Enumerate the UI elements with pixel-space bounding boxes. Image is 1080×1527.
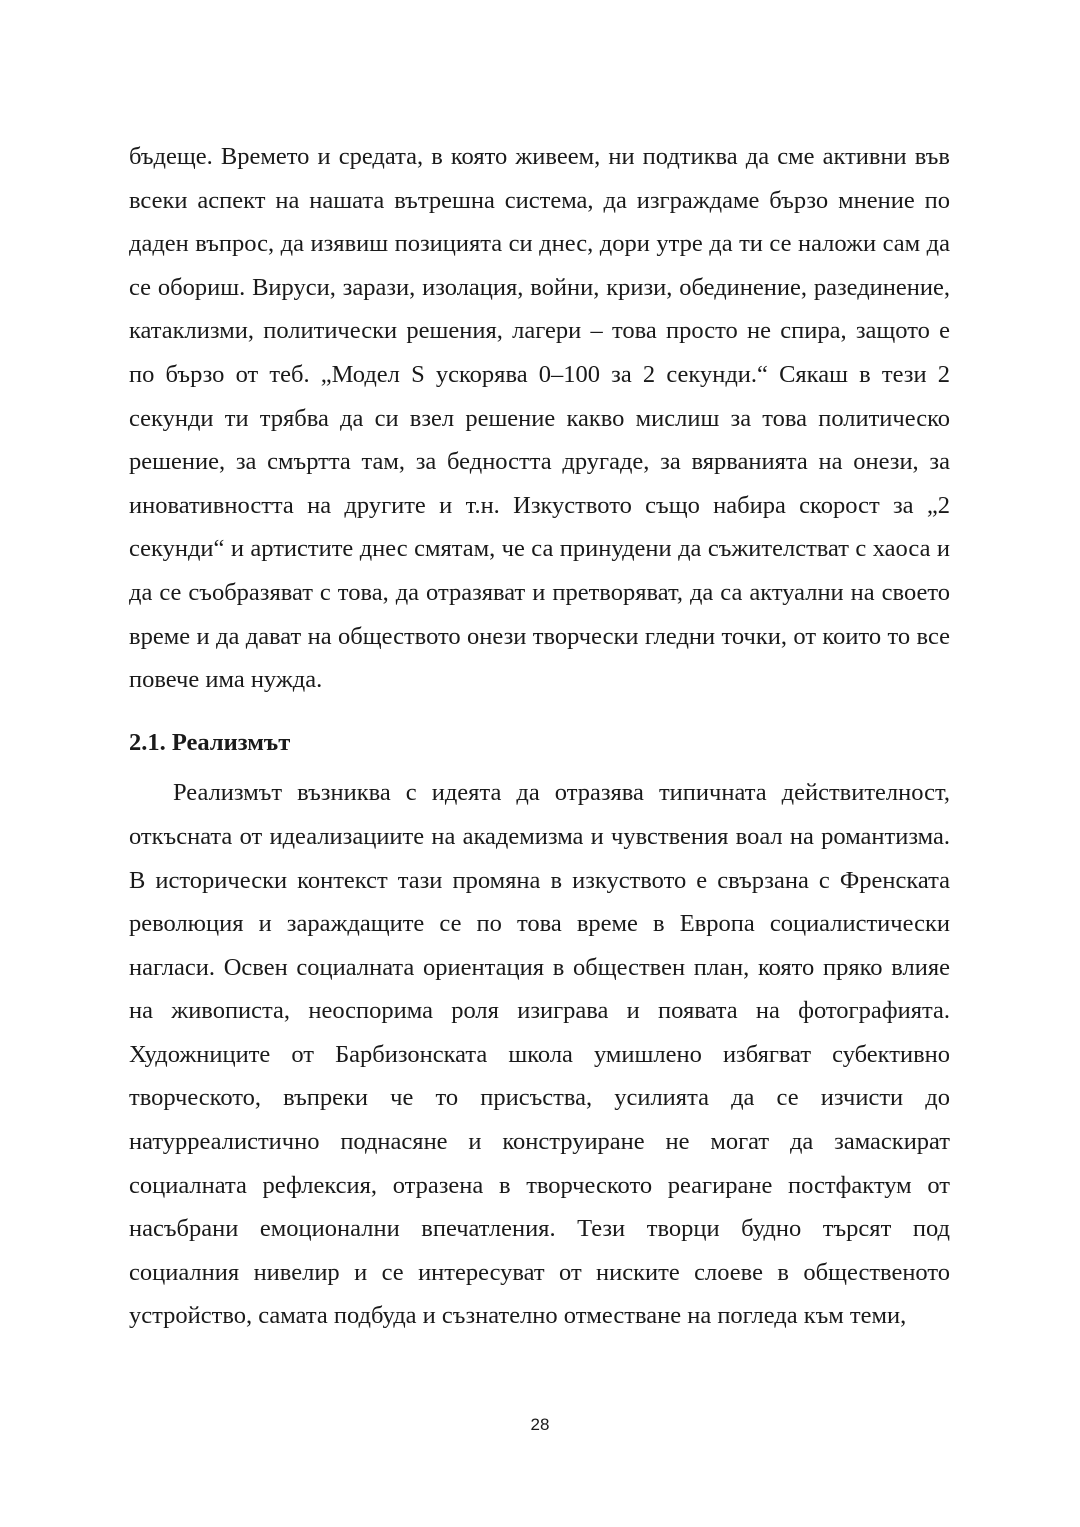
body-paragraph-continuation: бъдеще. Времето и средата, в която живеем, ни подтиква да сме активни във всеки аспект на нашата вътрешна система, да изграждаме бързо мнение по даден въпрос, да изявиш позицията си днес, дори утре да ти се наложи сам да се обориш. Вируси, зарази, изолация, войни, кризи, обединение, разединение, катаклизми, политически решения, лагери – това просто не спира, защото е по бързо от теб. „Модел S ускорява 0–100 за 2 секунди.“ Сякаш в тези 2 секунди ти трябва да си взел решение какво мислиш за това политическо решение, за смъртта там, за бедността другаде, за вярванията на онези, за иновативността на другите и т.н. Изкуството също набира скорост за „2 секунди“ и артистите днес смятам, че са принудени да съжителстват с хаоса и да се съобразяват с това, да отразяват и претворяват, да са актуални на своето време и да дават на обществото онези творчески гледни точки, от които то все повече има нужда. — [129, 143, 950, 694]
page-body — [129, 135, 950, 1338]
body-paragraph-realism: Реализмът възниква с идеята да отразява типичната действителност, откъсната от идеализациите на академизма и чувствения воал на романтизма. В исторически контекст тази промяна в изкуството е свързана с Френската революция и зараждащите се по това време в Европа социалистически нагласи. Освен социалната ориентация в обществен план, която пряко влияе на живописта, неоспорима роля изиграва и появата на фотографията. Художниците от Барбизонската школа умишлено избягват субективно творческото, въпреки че то присъства, усилията да се изчисти до натурреалистично поднасяне и конструиране не могат да замаскират социалната рефлексия, отразена в творческото реагиране постфактум от насъбрани емоционални впечатления. Тези творци будно търсят под социалния нивелир и се интересуват от ниските слоеве в общественото устройство, самата подбуда и съзнателно отместване на погледа към теми, — [129, 779, 950, 1330]
page-number: 28 — [530, 1415, 550, 1434]
section-heading: 2.1. Реализмът — [129, 728, 291, 756]
